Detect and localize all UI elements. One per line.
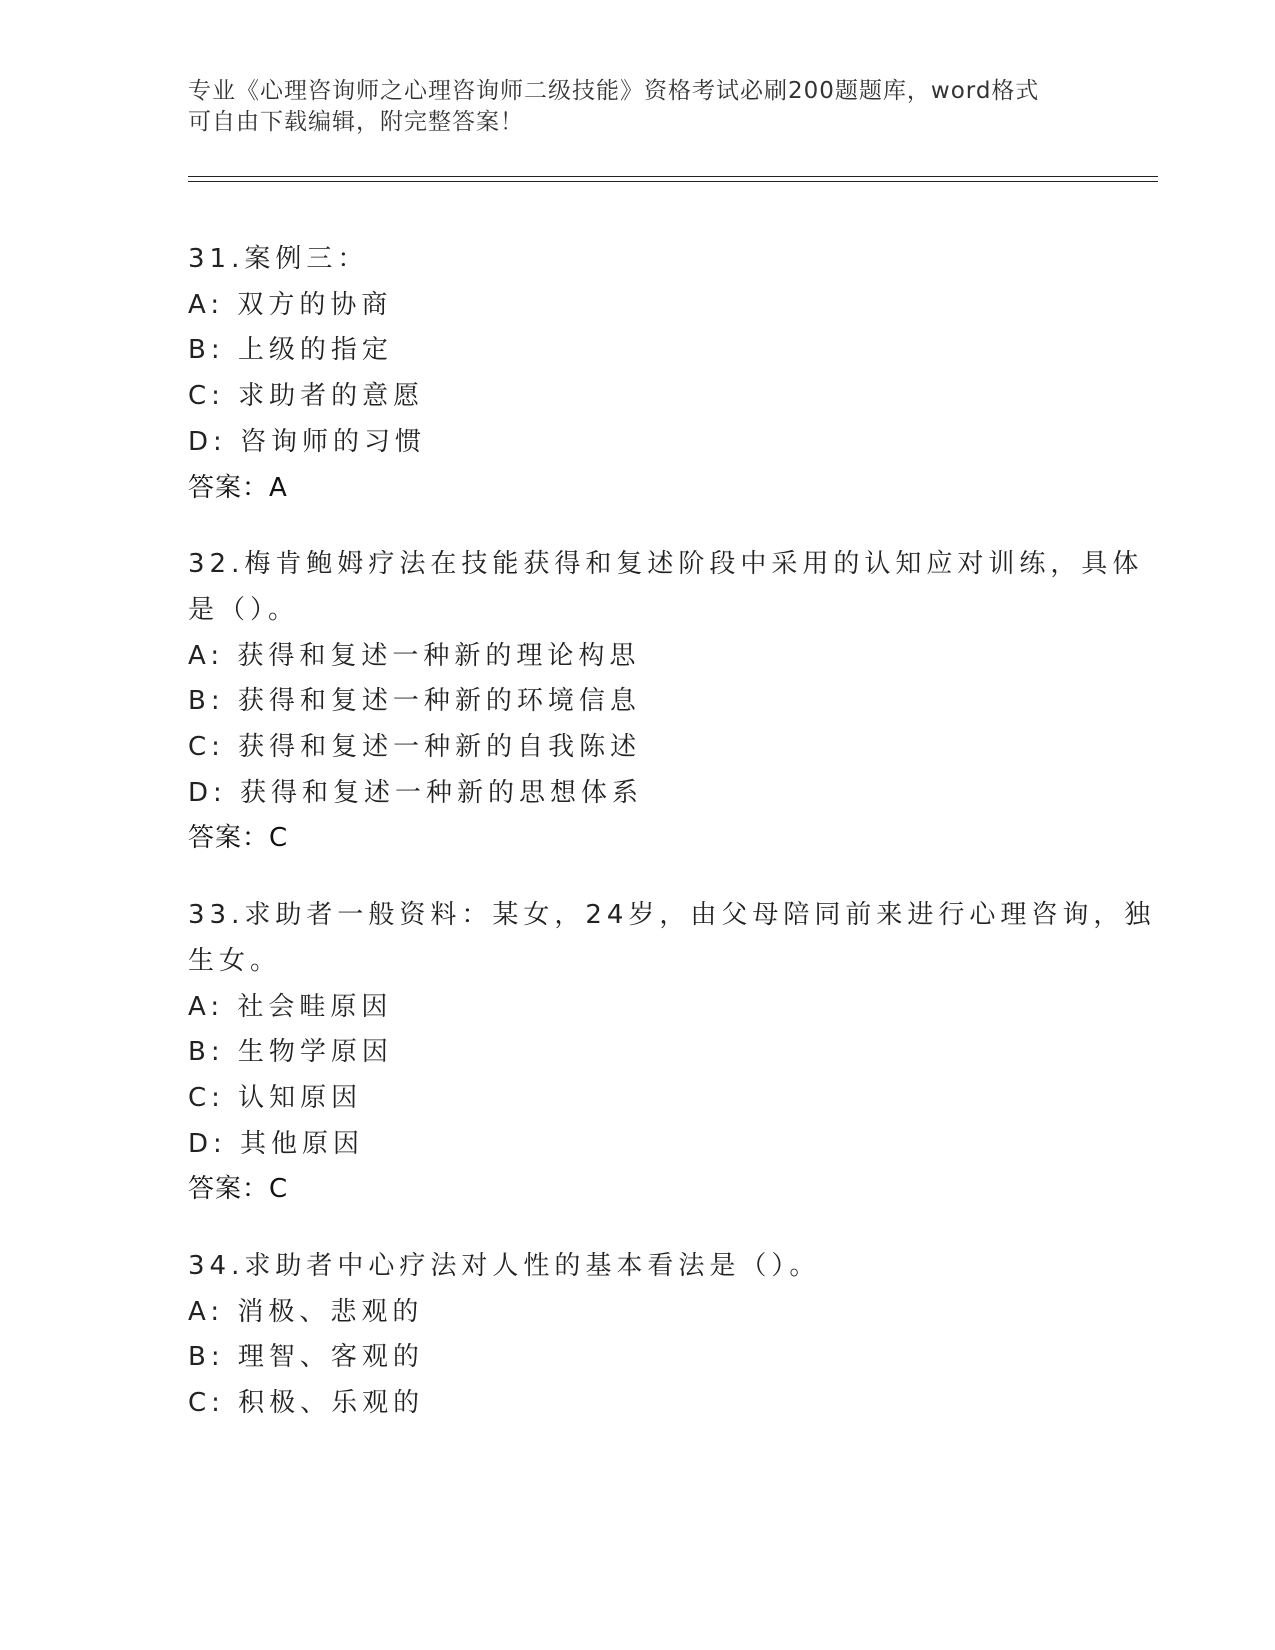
question-text-continued: 是（）。 xyxy=(188,594,300,625)
option-b: B: 上级的指定 xyxy=(188,335,393,366)
question-33 xyxy=(188,893,1156,1213)
answer-text: 答案：C xyxy=(188,1174,289,1205)
question-text-continued: 生女。 xyxy=(188,945,282,976)
option-a: A: 消极、悲观的 xyxy=(188,1296,424,1327)
option-b: B: 理智、客观的 xyxy=(188,1342,424,1373)
option-d: D: 其他原因 xyxy=(188,1128,365,1159)
option-d: D: 获得和复述一种新的思想体系 xyxy=(188,777,644,808)
answer-text: 答案：C xyxy=(188,823,289,854)
option-c: C: 求助者的意愿 xyxy=(188,381,425,412)
document-header xyxy=(188,76,1088,138)
header-line-2: 可自由下载编辑，附完整答案！ xyxy=(188,109,524,135)
header-line-1: 专业《心理咨询师之心理咨询师二级技能》资格考试必刷200题题库，word格式 xyxy=(188,78,1040,104)
option-a: A: 获得和复述一种新的理论构思 xyxy=(188,640,641,671)
option-a: A: 双方的协商 xyxy=(188,289,393,320)
option-c: C: 获得和复述一种新的自我陈述 xyxy=(188,732,642,763)
option-b: B: 生物学原因 xyxy=(188,1037,393,1068)
question-34 xyxy=(188,1244,1088,1427)
question-text: 32.梅肯鲍姆疗法在技能获得和复述阶段中采用的认知应对训练，具体 xyxy=(188,549,1144,580)
question-text: 31.案例三： xyxy=(188,244,369,274)
option-a: A: 社会畦原因 xyxy=(188,991,393,1022)
question-32 xyxy=(188,542,1144,862)
question-text: 33.求助者一般资料：某女，24岁，由父母陪同前来进行心理咨询，独 xyxy=(188,900,1156,931)
question-31 xyxy=(188,237,1088,511)
question-text: 34.求助者中心疗法对人性的基本看法是（）。 xyxy=(188,1251,821,1282)
question-list xyxy=(188,237,1156,1458)
header-divider-bottom xyxy=(188,181,1158,182)
option-c: C: 积极、乐观的 xyxy=(188,1388,425,1419)
header-divider-top xyxy=(188,176,1158,177)
option-b: B: 获得和复述一种新的环境信息 xyxy=(188,686,641,717)
option-c: C: 认知原因 xyxy=(188,1082,363,1113)
answer-text: 答案：A xyxy=(188,472,288,503)
option-d: D: 咨询师的习惯 xyxy=(188,426,427,457)
